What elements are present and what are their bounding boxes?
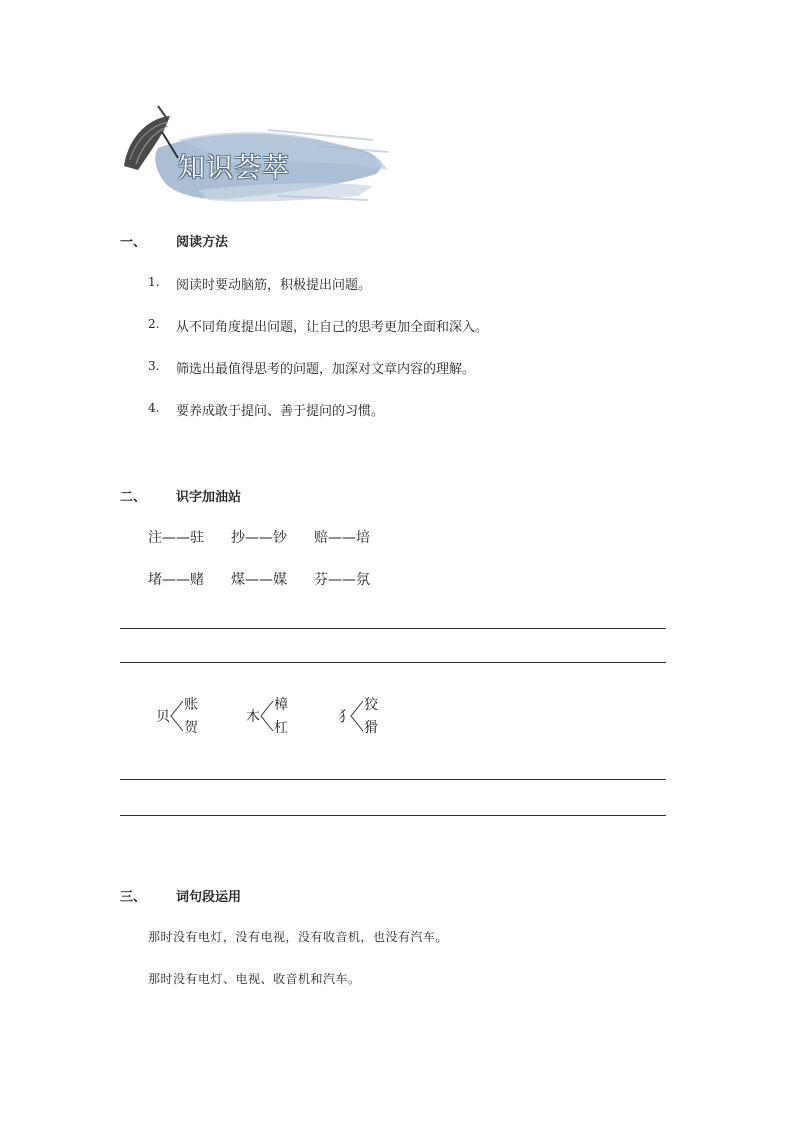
- list-item-text: 筛选出最值得思考的问题，加深对文章内容的理解。: [176, 362, 476, 377]
- writing-line: [120, 662, 666, 663]
- list-item-number: 3.: [148, 359, 160, 373]
- writing-line: [120, 815, 666, 816]
- list-item-text: 阅读时要动脑筋，积极提出问题。: [176, 278, 372, 293]
- section-number: 一、: [120, 235, 147, 250]
- radical: 木: [246, 709, 260, 725]
- char-pair: 抄——钞: [231, 530, 287, 546]
- section-title: 识字加油站: [176, 490, 242, 505]
- section-title: 词句段运用: [176, 890, 242, 905]
- branch-char: 狡: [364, 697, 378, 713]
- char-pair: 赔——培: [314, 530, 370, 546]
- writing-line: [120, 779, 666, 780]
- radical-group: [338, 694, 388, 738]
- section-title: 阅读方法: [176, 235, 229, 250]
- bracket-icon: [170, 700, 184, 732]
- char-pair: 煤——媒: [231, 572, 287, 588]
- list-item-text: 要养成敢于提问、善于提问的习惯。: [176, 404, 385, 419]
- branch-char: 贺: [184, 720, 198, 736]
- example-sentence: 那时没有电灯、电视、收音机和汽车。: [148, 972, 361, 986]
- section-number: 三、: [120, 890, 147, 905]
- radical-group: [156, 694, 206, 738]
- branch-char: 樟: [274, 697, 288, 713]
- branch-char: 猾: [364, 720, 378, 736]
- radical-group: [246, 694, 296, 738]
- list-item-number: 1.: [148, 275, 160, 289]
- list-item-number: 4.: [148, 401, 160, 415]
- example-sentence: 那时没有电灯，没有电视，没有收音机，也没有汽车。: [148, 930, 449, 944]
- banner-title: 知识荟萃: [178, 153, 290, 184]
- char-pair: 注——驻: [148, 530, 204, 546]
- branch-char: 账: [184, 697, 198, 713]
- radical: 犭: [338, 709, 352, 725]
- char-pair: 芬——氛: [314, 572, 370, 588]
- section-number: 二、: [120, 490, 147, 505]
- writing-line: [120, 628, 666, 629]
- list-item-number: 2.: [148, 317, 160, 331]
- branch-char: 杠: [274, 720, 288, 736]
- list-item-text: 从不同角度提出问题，让自己的思考更加全面和深入。: [176, 320, 489, 335]
- char-pair: 堵——赌: [148, 572, 204, 588]
- radical: 贝: [156, 709, 170, 725]
- bracket-icon: [350, 700, 364, 732]
- bracket-icon: [260, 700, 274, 732]
